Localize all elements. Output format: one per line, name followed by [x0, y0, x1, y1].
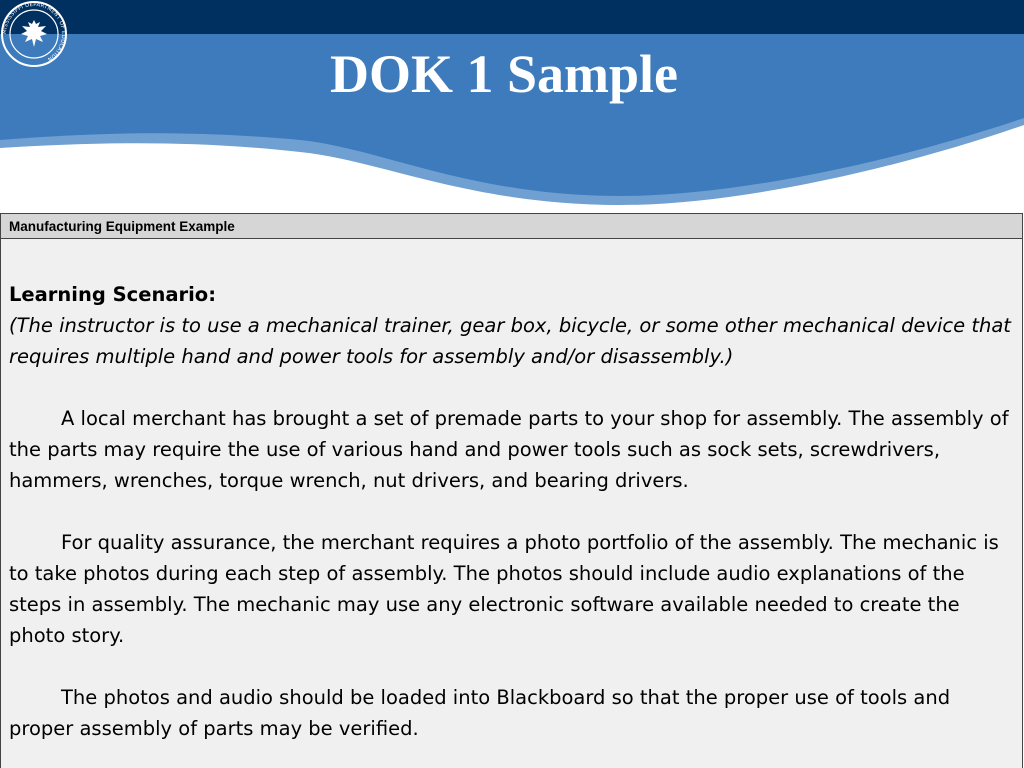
header-wave-graphic	[0, 0, 1024, 215]
table-header: Manufacturing Equipment Example	[1, 214, 1022, 239]
slide-header	[0, 0, 1024, 215]
instructor-note: (The instructor is to use a mechanical trainer, gear box, bicycle, or some other mechanical device that requires multiple hand and power tools for assembly and/or disassembly.)	[9, 314, 1011, 368]
scenario-paragraph: The photos and audio should be loaded into Blackboard so that the proper use of tools and proper assembly of parts may be verified.	[9, 686, 951, 740]
learning-scenario-label: Learning Scenario:	[9, 283, 216, 306]
svg-text:MISSISSIPPI DEPARTMENT OF EDUC: MISSISSIPPI DEPARTMENT OF EDUCATION	[1, 1, 67, 63]
scenario-cell	[1, 239, 1022, 744]
scenario-paragraph: A local merchant has brought a set of premade parts to your shop for assembly. The assembly of the parts may require the use of various hand and power tools such as sock sets, screwdrivers, hammers, wrenches, torque wrench, nut drivers, and bearing drivers.	[9, 407, 1009, 492]
mde-seal-logo	[0, 0, 68, 68]
scenario-paragraph: For quality assurance, the merchant requires a photo portfolio of the assembly. The mechanic is to take photos during each step of assembly. The photos should include audio explanations of the steps in assembly. The mechanic may use any electronic software available needed to create the photo story.	[9, 531, 999, 647]
scenario-table	[0, 213, 1023, 768]
slide-title: DOK 1 Sample	[329, 44, 679, 104]
